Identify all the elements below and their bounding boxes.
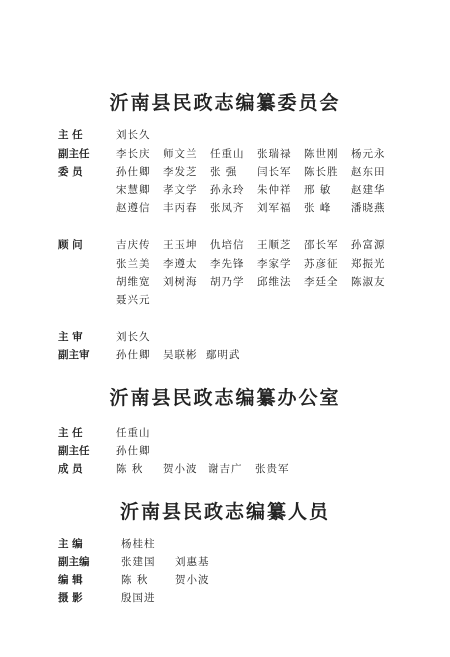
staff-deputy-editor-name-2: 刘惠基 (175, 556, 210, 568)
staff-chief-editor-name: 杨桂柱 (121, 538, 156, 550)
staff-title: 沂南县民政志编纂人员 (119, 501, 330, 523)
committee-members-row-1 (0, 164, 450, 184)
office-title: 沂南县民政志编纂办公室 (109, 387, 341, 409)
committee-title: 沂南县民政志编纂委员会 (109, 92, 341, 114)
committee-member-name: 张凤齐 (210, 202, 245, 214)
committee-chief-reviewer-row (0, 329, 450, 349)
committee-advisor-name: 邵长军 (304, 239, 339, 251)
committee-member-name: 丰丙春 (163, 202, 198, 214)
committee-advisor-name: 王顺芝 (257, 239, 292, 251)
staff-editor-name-1: 陈 秋 (121, 574, 149, 586)
staff-editor-name-2: 贺小波 (175, 574, 210, 586)
committee-members-row-3 (0, 200, 450, 220)
office-deputy-director-row (0, 443, 450, 463)
committee-director-row (0, 127, 450, 147)
committee-member-name: 赵遵信 (116, 202, 151, 214)
office-deputy-director-name: 孙仕卿 (116, 445, 151, 457)
committee-advisor-name: 孙富源 (351, 239, 386, 251)
committee-deputy-reviewer-name-2: 吴联彬 (163, 349, 198, 361)
committee-member-name: 朱仲祥 (257, 184, 292, 196)
committee-deputy-director-name-3: 任重山 (210, 148, 245, 160)
committee-advisors-row-4 (0, 292, 450, 312)
committee-advisor-name: 聂兴元 (116, 294, 151, 306)
committee-member-name: 孙仕卿 (116, 166, 151, 178)
staff-deputy-editor-label: 副主编 (58, 556, 90, 568)
committee-deputy-director-label: 副主任 (58, 148, 90, 160)
committee-advisor-name: 胡维宽 (116, 276, 151, 288)
committee-advisor-name: 仇培信 (210, 239, 245, 251)
office-member-name-4: 张贵军 (255, 463, 290, 475)
staff-photographer-label: 摄 影 (58, 592, 83, 604)
committee-advisor-name: 郑振光 (351, 258, 386, 270)
committee-advisor-name: 吉庆传 (116, 239, 151, 251)
office-member-name-1: 陈 秋 (116, 463, 144, 475)
committee-advisor-name: 李先锋 (210, 258, 245, 270)
committee-member-name: 闫长军 (257, 166, 292, 178)
committee-members-row-2 (0, 182, 450, 202)
committee-director-name-1: 刘长久 (116, 129, 151, 141)
staff-editors-row (0, 572, 450, 592)
committee-advisor-name: 胡乃学 (210, 276, 245, 288)
staff-chief-editor-label: 主 编 (58, 538, 83, 550)
committee-advisor-name: 张兰美 (116, 258, 151, 270)
committee-member-name: 孙永玲 (210, 184, 245, 196)
office-deputy-director-label: 副主任 (58, 445, 90, 457)
committee-advisor-name: 李家学 (257, 258, 292, 270)
committee-member-name: 陈长胜 (304, 166, 339, 178)
committee-member-name: 刘军福 (257, 202, 292, 214)
committee-member-name: 赵东田 (351, 166, 386, 178)
committee-deputy-reviewer-name-1: 孙仕卿 (116, 349, 151, 361)
staff-chief-editor-row (0, 536, 450, 556)
committee-deputy-director-name-2: 师文兰 (163, 148, 198, 160)
committee-member-name: 赵建华 (351, 184, 386, 196)
committee-advisor-name: 李廷全 (304, 276, 339, 288)
committee-deputy-director-row (0, 146, 450, 166)
committee-advisor-name: 邱维法 (257, 276, 292, 288)
committee-advisor-name: 陈淑友 (351, 276, 386, 288)
office-member-name-3: 谢吉广 (208, 463, 243, 475)
committee-deputy-director-name-1: 李长庆 (116, 148, 151, 160)
committee-member-name: 邢 敏 (304, 184, 332, 196)
committee-advisor-name: 李遵太 (163, 258, 198, 270)
committee-member-name: 张 强 (210, 166, 238, 178)
committee-members-label: 委 员 (58, 166, 83, 178)
office-director-name: 任重山 (116, 427, 151, 439)
committee-member-name: 孝文学 (163, 184, 198, 196)
office-director-row (0, 425, 450, 445)
committee-director-label: 主 任 (58, 129, 83, 141)
staff-editors-label: 编 辑 (58, 574, 83, 586)
committee-advisor-name: 王玉坤 (163, 239, 198, 251)
committee-member-name: 李发芝 (163, 166, 198, 178)
committee-advisors-row-1 (0, 237, 450, 257)
committee-deputy-reviewer-label: 副主审 (58, 349, 90, 361)
office-director-label: 主 任 (58, 427, 83, 439)
office-member-name-2: 贺小波 (163, 463, 198, 475)
committee-member-name: 潘晓燕 (351, 202, 386, 214)
committee-advisors-label: 顾 问 (58, 239, 83, 251)
committee-advisor-name: 苏彦征 (304, 258, 339, 270)
committee-advisors-row-2 (0, 256, 450, 276)
office-members-row (0, 461, 450, 481)
committee-deputy-director-name-6: 杨元永 (351, 148, 386, 160)
staff-deputy-editor-name-1: 张建国 (121, 556, 156, 568)
committee-deputy-reviewer-row (0, 347, 450, 367)
committee-chief-reviewer-label: 主 审 (58, 331, 83, 343)
office-members-label: 成 员 (58, 463, 83, 475)
staff-deputy-editor-row (0, 554, 450, 574)
committee-member-name: 张 峰 (304, 202, 332, 214)
committee-advisors-row-3 (0, 274, 450, 294)
committee-advisor-name: 刘树海 (163, 276, 198, 288)
committee-deputy-director-name-4: 张瑞禄 (257, 148, 292, 160)
staff-photographer-name: 殷国进 (121, 592, 156, 604)
committee-member-name: 宋慧卿 (116, 184, 151, 196)
committee-chief-reviewer-name: 刘长久 (116, 331, 151, 343)
committee-deputy-director-name-5: 陈世刚 (304, 148, 339, 160)
staff-photographer-row (0, 590, 450, 610)
committee-deputy-reviewer-name-3: 鄢明武 (206, 349, 241, 361)
